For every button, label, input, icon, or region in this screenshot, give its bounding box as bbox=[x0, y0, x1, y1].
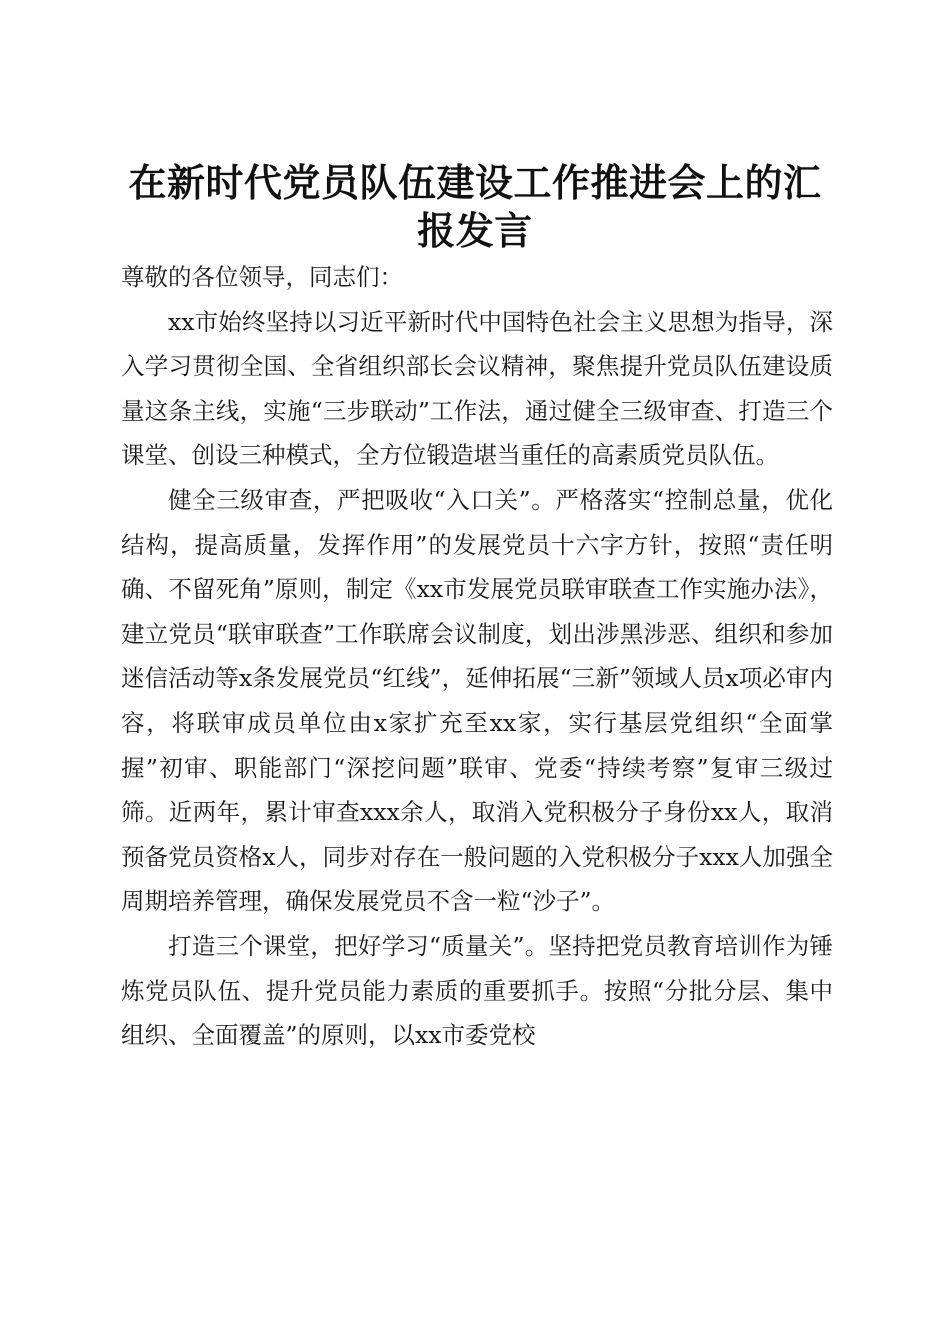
document-body bbox=[121, 255, 833, 1058]
paragraph-classroom: 打造三个课堂，把好学习“质量关”。坚持把党员教育培训作为锤炼党员队伍、提升党员能力素质的重要抓手。按照“分批分层、集中组织、全面覆盖”的原则，以xx市委党校 bbox=[121, 931, 833, 1050]
document-title: 在新时代党员队伍建设工作推进会上的汇报发言 bbox=[128, 160, 822, 254]
salutation: 尊敬的各位领导，同志们： bbox=[121, 263, 403, 291]
paragraph-intro: xx市始终坚持以习近平新时代中国特色社会主义思想为指导，深入学习贯彻全国、全省组织部长会议精神，聚焦提升党员队伍建设质量这条主线，实施“三步联动”工作法，通过健全三级审查、打造三个课堂、创设三种模式，全方位锻造堪当重任的高素质党员队伍。 bbox=[121, 307, 833, 470]
paragraph-review: 健全三级审查，严把吸收“入口关”。严格落实“控制总量，优化结构，提高质量，发挥作用”的发展党员十六字方针，按照“责任明确、不留死角”原则，制定《xx市发展党员联审联查工作实施办法》，建立党员“联审联查”工作联席会议制度，划出涉黑涉恶、组织和参加迷信活动等x条发展党员“红线”，延伸拓展“三新”领域人员x项必审内容，将联审成员单位由x家扩充至xx家，实行基层党组织“全面掌握”初审、职能部门“深挖问题”联审、党委“持续考察”复审三级过筛。近两年，累计审查xxx余人，取消入党积极分子身份xx人，取消预备党员资格x人，同步对存在一般问题的入党积极分子xxx人加强全周期培养管理，确保发展党员不含一粒“沙子”。 bbox=[121, 485, 833, 916]
